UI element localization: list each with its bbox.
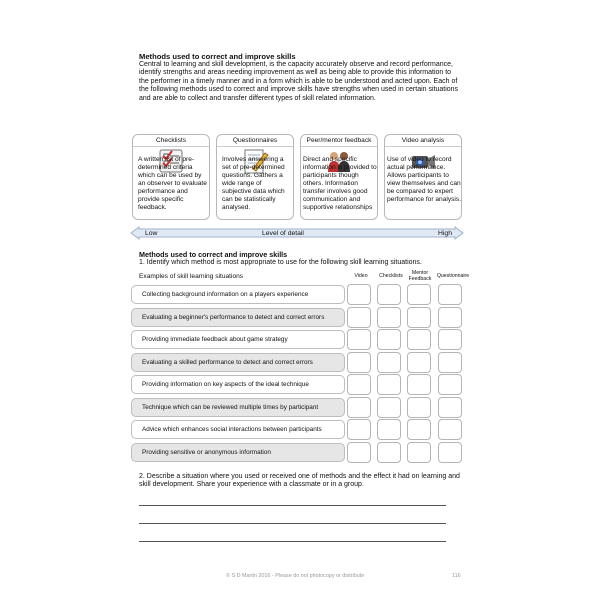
card-text-checklists: A written list of pre-determined criteria which can be used by an observer to evaluate performance and provide specific feedback.: [138, 156, 207, 211]
answer-cell-r2-video[interactable]: [347, 307, 371, 328]
answer-line-2[interactable]: [139, 523, 446, 524]
answer-cell-r8-video[interactable]: [347, 442, 371, 463]
situation-row-6: Technique which can be reviewed multiple times by participant: [131, 398, 345, 417]
answer-cell-r7-checklists[interactable]: [377, 419, 401, 440]
card-title-checklists: Checklists: [133, 137, 209, 147]
answer-cell-r5-questionnaire[interactable]: [438, 374, 462, 395]
card-text-questionnaires: Involves answering a set of pre-determined questions. Gathers a wide range of subjective data which can be statistically analysed.: [222, 156, 285, 211]
scale-low-label: Low: [145, 230, 158, 237]
situation-row-3: Providing immediate feedback about game strategy: [131, 330, 345, 349]
situation-row-5: Providing information on key aspects of the ideal technique: [131, 375, 345, 394]
answer-cell-r4-questionnaire[interactable]: [438, 352, 462, 373]
answer-cell-r7-video[interactable]: [347, 419, 371, 440]
card-title-peer-mentor: Peer/mentor feedback: [301, 137, 377, 147]
situation-row-4: Evaluating a skilled performance to detect and correct errors: [131, 353, 345, 372]
situations-header: Examples of skill learning situations: [139, 273, 244, 280]
answer-cell-r5-checklists[interactable]: [377, 374, 401, 395]
answer-cell-r8-mentor[interactable]: [407, 442, 431, 463]
card-text-peer-mentor: Direct and specific information is provided to participants though others. Information transfer involves good communication and supportive relationships: [303, 156, 377, 211]
answer-cell-r7-questionnaire[interactable]: [438, 419, 462, 440]
card-text-video-analysis: Use of video to record actual performance. Allows participants to view themselves and can be compared to expert performance for analysis.: [387, 156, 462, 203]
situation-row-8: Providing sensitive or anonymous information: [131, 443, 345, 462]
answer-cell-r5-video[interactable]: [347, 374, 371, 395]
card-title-video-analysis: Video analysis: [385, 137, 461, 147]
answer-cell-r4-mentor[interactable]: [407, 352, 431, 373]
answer-cell-r3-checklists[interactable]: [377, 329, 401, 350]
answer-cell-r6-questionnaire[interactable]: [438, 397, 462, 418]
scale-high-label: High: [438, 230, 452, 237]
answer-cell-r4-checklists[interactable]: [377, 352, 401, 373]
answer-cell-r8-checklists[interactable]: [377, 442, 401, 463]
answer-cell-r8-questionnaire[interactable]: [438, 442, 462, 463]
answer-cell-r1-checklists[interactable]: [377, 284, 401, 305]
answer-cell-r2-checklists[interactable]: [377, 307, 401, 328]
activity-title: Methods used to correct and improve skills: [139, 250, 288, 259]
answer-cell-r3-mentor[interactable]: [407, 329, 431, 350]
column-header-questionnaire: Questionnaire: [436, 273, 470, 279]
question-2: 2. Describe a situation where you used or received one of methods and the effect it had on learning and skill development. Share your experience with a classmate or in a group.: [139, 473, 460, 489]
scale-middle-label: Level of detail: [262, 230, 304, 237]
question-1: 1. Identify which method is most appropriate to use for the following skill learning situations.: [139, 259, 422, 266]
column-header-video: Video: [354, 273, 368, 279]
answer-cell-r6-checklists[interactable]: [377, 397, 401, 418]
answer-cell-r5-mentor[interactable]: [407, 374, 431, 395]
answer-cell-r1-video[interactable]: [347, 284, 371, 305]
answer-cell-r3-video[interactable]: [347, 329, 371, 350]
answer-cell-r7-mentor[interactable]: [407, 419, 431, 440]
intro-paragraph: Central to learning and skill development, is the capacity accurately observe and record performance, identify strengths and areas needing improvement as well as being able to provide this information to the performer in a timely manner and in a form which is able to be understood and acted upon. Each of the following methods used to correct and improve skills have strengths when used in certain situations and are able to collect and transfer different types of skill related information.: [139, 61, 459, 102]
answer-cell-r2-questionnaire[interactable]: [438, 307, 462, 328]
answer-cell-r6-video[interactable]: [347, 397, 371, 418]
page-number: 116: [452, 573, 461, 579]
situation-row-7: Advice which enhances social interactions between participants: [131, 420, 345, 439]
section-title: Methods used to correct and improve skills: [139, 52, 296, 61]
situation-row-2: Evaluating a beginner's performance to detect and correct errors: [131, 308, 345, 327]
answer-line-1[interactable]: [139, 505, 446, 506]
answer-cell-r4-video[interactable]: [347, 352, 371, 373]
answer-cell-r6-mentor[interactable]: [407, 397, 431, 418]
column-header-checklists: Checklists: [379, 273, 403, 279]
answer-cell-r2-mentor[interactable]: [407, 307, 431, 328]
answer-cell-r3-questionnaire[interactable]: [438, 329, 462, 350]
answer-cell-r1-mentor[interactable]: [407, 284, 431, 305]
column-header-mentor-feedback: Mentor Feedback: [408, 270, 432, 282]
copyright-footer: © S D Martin 2016 - Please do not photocopy or distribute: [226, 573, 365, 579]
answer-cell-r1-questionnaire[interactable]: [438, 284, 462, 305]
situation-row-1: Collecting background information on a players experience: [131, 285, 345, 304]
card-title-questionnaires: Questionnaires: [217, 137, 293, 147]
answer-line-3[interactable]: [139, 541, 446, 542]
